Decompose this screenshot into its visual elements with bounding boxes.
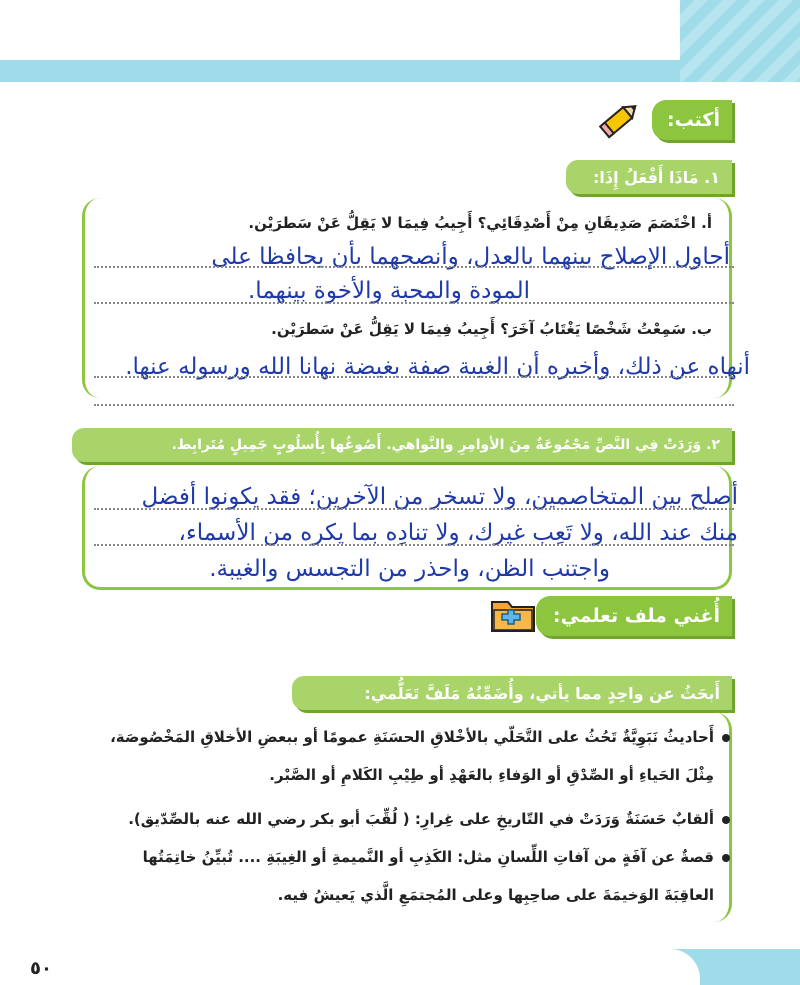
answer-line [94,544,734,546]
research-item-1: أَحاديثُ نَبَوِيَّةٌ تَحُثُ على التَّحَلّي بالأخْلاقِ الحسَنَةِ عمومًا أو ببعضِ الأخلاقِ المَخْصُوصَة، مِثْلَ الحَياءِ أو الصِّدْقِ أو الوَفاءِ بالعَهْدِ أو طِيْبِ الكَلامِ أو الصَّبْر. [80,726,730,786]
q1-a-prompt: أ. اخْتَصَمَ صَدِيقَانِ مِنْ أَصْدِقَائِي؟ أَجِيبُ فِيمَا لا يَقِلُّ عَنْ سَطرَيْن. [248,214,712,232]
q1-a-answer-line1: أحاول الإصلاح بينهما بالعدل، وأنصحهما بأن يحافظا على [211,244,730,270]
research-item-3: قصةٌ عن آفَةٍ من آفاتِ اللِّسانِ مثل: الكَذِبِ أو النَّميمةِ أو الغِيبَةِ .... تُبيِّنُ خاتِمَتُها العاقِبَةَ الوَخيمَةَ على صاحِبِها وعلى المُجتمَعِ الَّذي يَعيشُ فيه. [80,846,730,906]
pencil-icon [598,98,642,140]
answer-line [94,266,734,268]
corner-pattern [680,0,800,82]
q2-answer-line3: واجتنب الظن، واحذر من التجسس والغيبة. [209,556,610,582]
section-file-header: أُغني ملف تعلمي: [536,596,732,636]
q1-title: ١. مَاذَا أَفْعَلُ إِذَا: [566,160,732,194]
top-decor-band [0,0,800,82]
section-write-header: أكتب: [652,100,732,140]
answer-line [94,404,734,406]
q2-answer-line2: منك عند الله، ولا تَعِب غيرك، ولا تنادِه بما يكره من الأسماء، [178,520,738,546]
q1-a-answer-line2: المودة والمحبة والأخوة بينهما. [248,278,530,304]
q1-b-answer: أنهاه عن ذلك، وأخبره أن الغيبة صفة بغيضة نهانا الله ورسوله عنها. [125,354,750,380]
bullet [722,854,730,862]
page-sheet-bottom [0,949,700,985]
q2-prompt: ٢. وَرَدَتْ فِي النَّصِّ مَجْمُوعَةٌ مِنَ الأوامِرِ والنَّواهي. أَصُوغُها بِأُسلُوبٍ جَمِيلٍ مُتَرابِط. [72,428,732,462]
answer-line [94,508,734,510]
q2-answer-line1: أصلح بين المتخاصمين، ولا تسخر من الآخرين؛ فقد يكونوا أفضل [141,484,738,510]
page-sheet-top [0,0,760,60]
q1-b-prompt: ب. سَمِعْتُ شَخْصًا يَغْتَابُ آخَرَ؟ أَجِيبُ فِيمَا لا يَقِلُّ عَنْ سَطرَيْن. [271,320,712,338]
research-title: أَبحَثُ عن واحِدٍ مما يأتي، وأُضَمِّنُهُ مَلَفَّ تَعَلُّمي: [292,676,732,710]
answer-line [94,302,734,304]
page-number: ٥٠ [30,958,52,979]
bullet [722,816,730,824]
folder-plus-icon [488,594,538,634]
answer-line [94,376,734,378]
bullet [722,734,730,742]
bottom-decor-band [0,949,800,985]
research-item-2: ألقابٌ حَسَنَةٌ وَرَدَتْ في التّاريخِ على غِرارِ: ( لُقِّبَ أبو بكر رضي الله عنه بالصِّدّيق). [80,808,730,830]
